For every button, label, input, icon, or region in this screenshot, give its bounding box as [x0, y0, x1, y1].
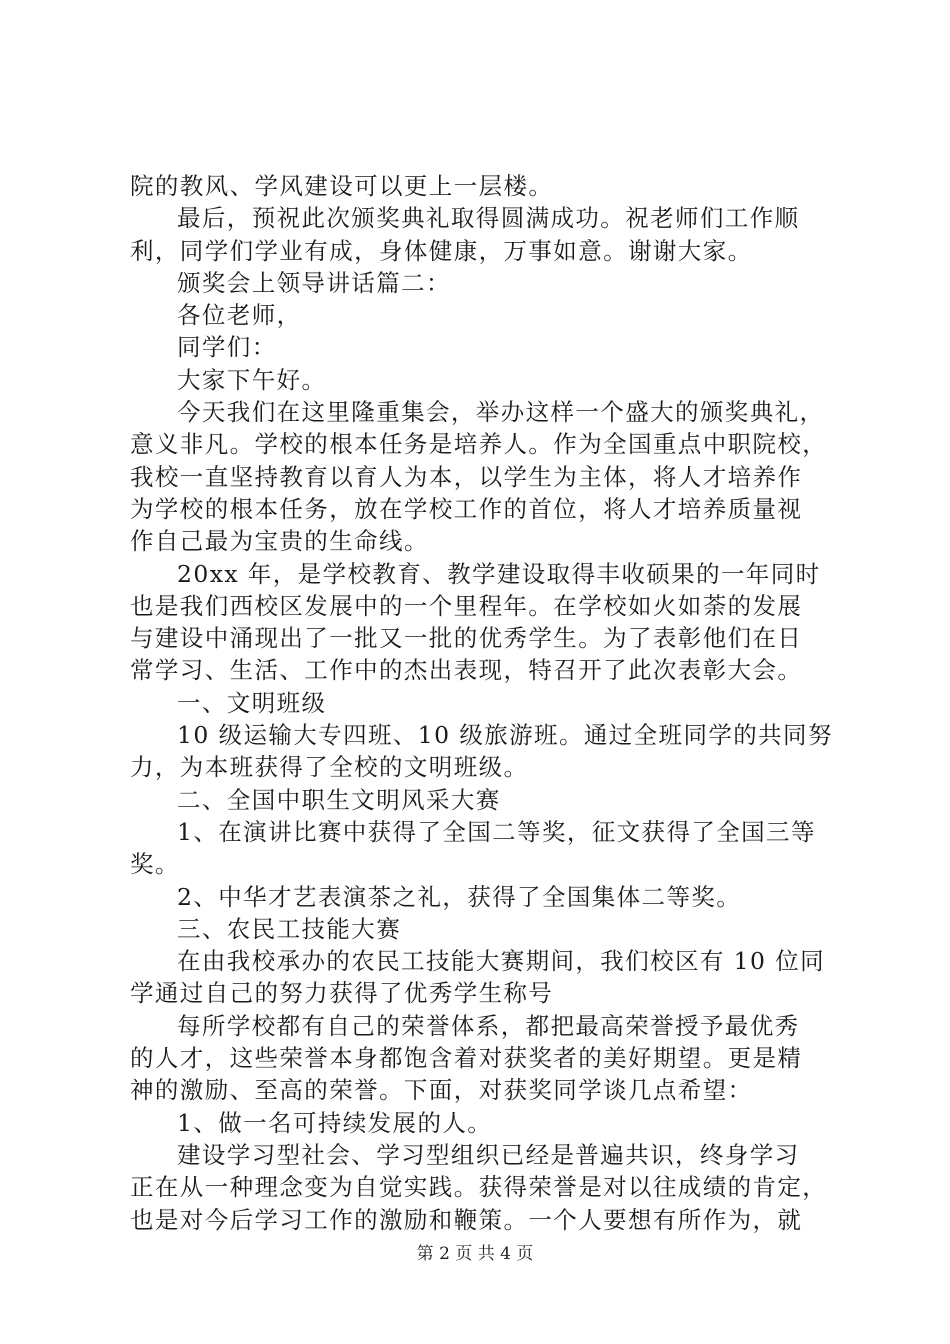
text-line: 也是我们西校区发展中的一个里程年。在学校如火如荼的发展	[130, 591, 803, 620]
text-line: 大家下午好。	[177, 365, 327, 394]
text-line: 10 级运输大专四班、10 级旅游班。通过全班同学的共同努	[177, 721, 833, 750]
text-line: 1、做一名可持续发展的人。	[177, 1108, 493, 1137]
text-line: 1、在演讲比赛中获得了全国二等奖，征文获得了全国三等	[177, 817, 816, 846]
text-line: 神的激励、至高的荣誉。下面，对获奖同学谈几点希望：	[130, 1076, 753, 1105]
text-line: 利，同学们学业有成，身体健康，万事如意。谢谢大家。	[130, 236, 753, 265]
text-line: 三、农民工技能大赛	[177, 914, 402, 943]
text-line: 在由我校承办的农民工技能大赛期间，我们校区有 10 位同	[177, 947, 826, 976]
text-line: 的人才，这些荣誉本身都饱含着对获奖者的美好期望。更是精	[130, 1044, 803, 1073]
text-line: 学通过自己的努力获得了优秀学生称号	[130, 979, 554, 1008]
text-line: 院的教风、学风建设可以更上一层楼。	[130, 172, 554, 200]
text-line: 同学们：	[177, 333, 277, 362]
page-footer: 第 2 页 共 4 页	[416, 1244, 534, 1264]
text-line: 2、中华才艺表演茶之礼，获得了全国集体二等奖。	[177, 882, 742, 911]
text-line: 正在从一种理念变为自觉实践。获得荣誉是对以往成绩的肯定，	[130, 1173, 828, 1202]
text-line: 与建设中涌现出了一批又一批的优秀学生。为了表彰他们在日	[130, 624, 803, 653]
text-line: 一、文明班级	[177, 688, 327, 717]
text-line: 奖。	[130, 850, 180, 879]
text-line: 每所学校都有自己的荣誉体系，都把最高荣誉授予最优秀	[177, 1011, 800, 1040]
text-line: 也是对今后学习工作的激励和鞭策。一个人要想有所作为，就	[130, 1205, 803, 1234]
text-line: 今天我们在这里隆重集会，举办这样一个盛大的颁奖典礼，	[177, 398, 825, 427]
text-line: 作自己最为宝贵的生命线。	[130, 527, 429, 556]
text-line: 20xx 年，是学校教育、教学建设取得丰收硕果的一年同时	[177, 559, 821, 588]
text-line: 最后，预祝此次颁奖典礼取得圆满成功。祝老师们工作顺	[177, 204, 800, 233]
document-body	[130, 170, 833, 1236]
text-line: 颁奖会上领导讲话篇二：	[177, 268, 451, 297]
text-line: 二、全国中职生文明风采大赛	[177, 785, 501, 814]
text-line: 建设学习型社会、学习型组织已经是普遍共识，终身学习	[177, 1140, 800, 1169]
text-line: 意义非凡。学校的根本任务是培养人。作为全国重点中职院校，	[130, 430, 828, 459]
text-line: 力，为本班获得了全校的文明班级。	[130, 753, 529, 782]
text-line: 我校一直坚持教育以育人为本，以学生为主体，将人才培养作	[130, 462, 803, 491]
text-line: 常学习、生活、工作中的杰出表现，特召开了此次表彰大会。	[130, 656, 803, 685]
text-line: 各位老师，	[177, 301, 302, 330]
text-line: 为学校的根本任务，放在学校工作的首位，将人才培养质量视	[130, 494, 803, 523]
